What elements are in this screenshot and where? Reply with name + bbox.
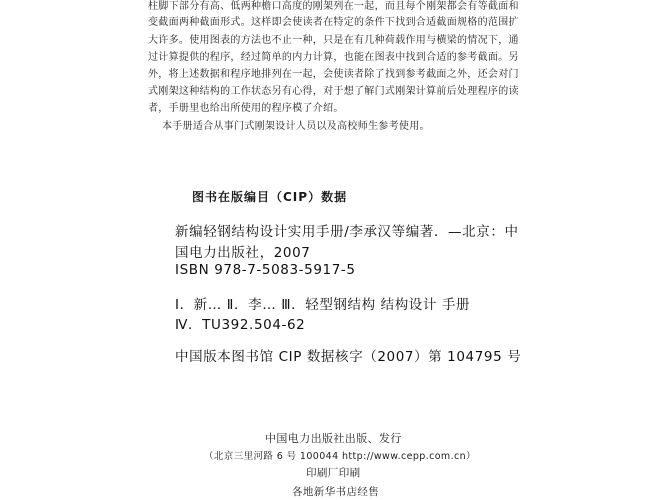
intro-line-1: 柱脚下部分有高、低两种檐口高度的刚架列在一起，而且每个刚架都会有等截面和 bbox=[148, 1, 519, 12]
intro-line-3: 大许多。使用图表的方法也不止一种，只是在有几种荷载作用与横梁的情况下，通 bbox=[148, 35, 519, 46]
cip-subject-1: Ⅰ．新… Ⅱ．李… Ⅲ．轻型钢结构 结构设计 手册 bbox=[175, 297, 471, 313]
intro-line-4: 过计算提供的程序，经过简单的内力计算，也能在图表中找到合适的参考截面。另 bbox=[148, 52, 519, 63]
publisher-distributor: 各地新华书店经售 bbox=[292, 486, 380, 498]
cip-title: 图书在版编目（CIP）数据 bbox=[192, 190, 348, 204]
intro-closing: 本手册适合从事门式刚架设计人员以及高校师生参考使用。 bbox=[162, 121, 430, 132]
publisher-line-1: 中国电力出版社出版、发行 bbox=[265, 432, 402, 445]
intro-line-7: 者，手册里也给出所使用的程序模了介绍。 bbox=[148, 103, 344, 114]
cip-record-number: 中国版本图书馆 CIP 数据核字（2007）第 104795 号 bbox=[175, 349, 522, 365]
intro-line-2: 变截面两种截面形式。这样即会使读者在特定的条件下找到合适截面规格的范围扩 bbox=[148, 17, 519, 28]
intro-line-6: 式刚架这种结构的工作状态另有心得，对于想了解门式刚架计算前后处理程序的读 bbox=[148, 86, 519, 97]
cip-line-2: 国电力出版社，2007 bbox=[175, 245, 311, 261]
cip-line-1: 新编轻钢结构设计实用手册/李承汉等编著．—北京：中 bbox=[175, 224, 519, 240]
publisher-printer: 印刷厂印刷 bbox=[306, 467, 361, 479]
publisher-address: （北京三里河路 6 号 100044 http://www.cepp.com.cn） bbox=[204, 451, 476, 462]
cip-subject-2: Ⅳ．TU392.504-62 bbox=[175, 317, 306, 333]
intro-line-5: 外，将上述数据和程序地排列在一起，会使读者除了找到参考截面之外，还会对门 bbox=[148, 69, 519, 80]
cip-isbn: ISBN 978-7-5083-5917-5 bbox=[175, 262, 356, 278]
